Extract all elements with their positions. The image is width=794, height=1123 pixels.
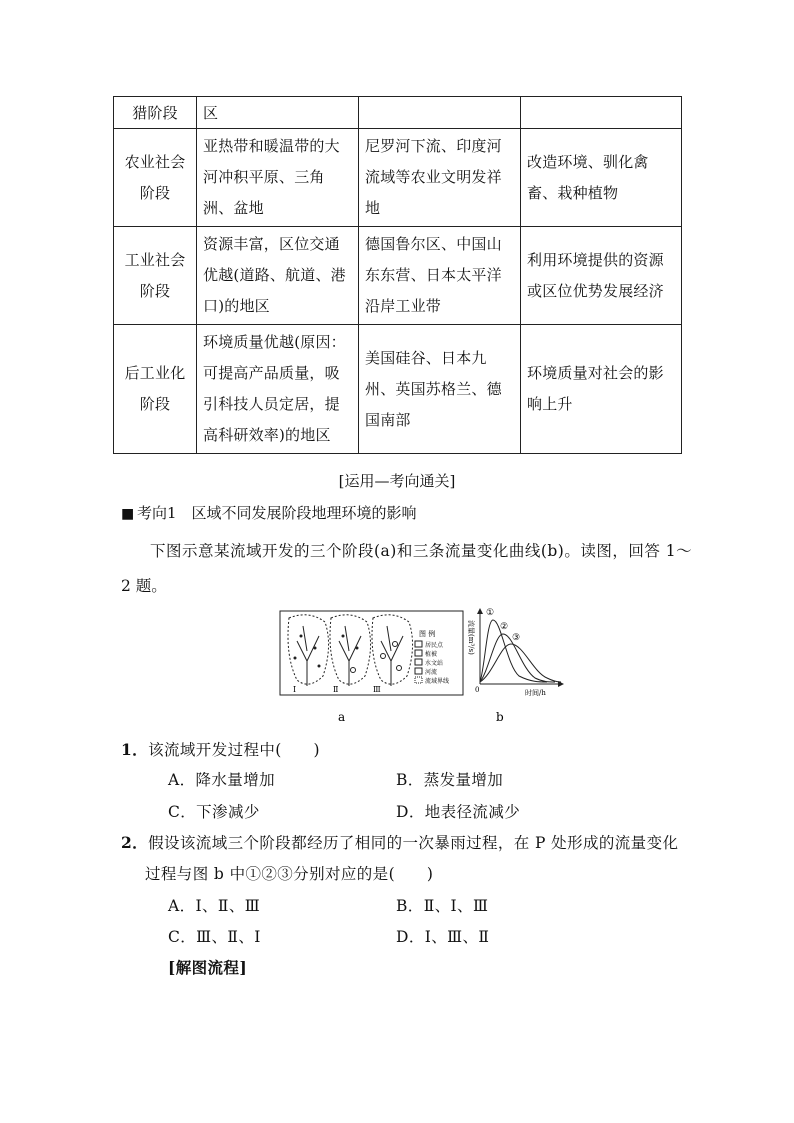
origin-label: 0	[475, 686, 480, 694]
y-axis-label: 流量(m³/s)	[467, 620, 475, 655]
question-stem: 该流域开发过程中( )	[148, 741, 320, 759]
curve-label: ②	[500, 622, 509, 632]
question-stem-line-1: 假设该流域三个阶段都经历了相同的一次暴雨过程，在 P 处形成的流量变化	[148, 834, 679, 852]
table-cell: 环境质量对社会的影响上升	[521, 325, 682, 454]
legend-item: 河流	[425, 669, 438, 676]
legend-item: 居民点	[425, 642, 444, 649]
topic-label: 考向1 区域不同发展阶段地理环境的影响	[137, 504, 417, 522]
section-title: [运用—考向通关]	[338, 472, 456, 490]
table-cell: 资源丰富，区位交通优越(道路、航道、港口)的地区	[197, 227, 359, 325]
curve-label: ③	[512, 633, 521, 643]
option-c[interactable]: C．下渗减少	[168, 803, 260, 821]
option-a[interactable]: A．降水量增加	[168, 771, 275, 789]
option-b[interactable]: B．Ⅱ、Ⅰ、Ⅲ	[396, 897, 489, 915]
figure-process-label: [解图流程]	[168, 958, 248, 977]
stage-label: Ⅲ	[373, 685, 381, 694]
table-row	[114, 97, 682, 129]
option-d[interactable]: D．Ⅰ、Ⅲ、Ⅱ	[396, 928, 490, 946]
legend-item: 流域界线	[425, 678, 450, 685]
x-axis-label: 时间/h	[525, 689, 546, 697]
question-number: 2．	[121, 833, 149, 852]
option-d[interactable]: D．地表径流减少	[396, 803, 521, 821]
figure	[279, 606, 569, 730]
table-row	[114, 129, 682, 227]
basin-stage-3	[372, 615, 413, 686]
legend-item: 水文站	[425, 660, 444, 667]
table-cell	[521, 97, 682, 129]
question-1	[121, 738, 320, 760]
table-cell: 环境质量优越(原因：可提高产品质量，吸引科技人员定居，提高科研效率)的地区	[197, 325, 359, 454]
table-cell: 后工业化阶段	[114, 325, 197, 454]
basin-stage-2	[330, 615, 371, 686]
table-cell: 亚热带和暖温带的大河冲积平原、三角洲、盆地	[197, 129, 359, 227]
legend-title: 图 例	[419, 630, 436, 638]
table-cell: 猎阶段	[114, 97, 197, 129]
legend	[415, 641, 449, 685]
table-cell	[359, 97, 521, 129]
curve-1	[480, 620, 547, 682]
table-cell: 农业社会阶段	[114, 129, 197, 227]
basin-stage-1	[288, 615, 329, 686]
option-b[interactable]: B．蒸发量增加	[396, 771, 504, 789]
table-cell: 德国鲁尔区、中国山东东营、日本太平洋沿岸工业带	[359, 227, 521, 325]
table-cell: 美国硅谷、日本九州、英国苏格兰、德国南部	[359, 325, 521, 454]
figure-graphic	[279, 606, 569, 726]
table-cell: 利用环境提供的资源或区位优势发展经济	[521, 227, 682, 325]
stage-label: Ⅰ	[293, 685, 297, 694]
question-stem-line-2: 过程与图 b 中①②③分别对应的是( )	[145, 865, 434, 883]
stage-comparison-table	[113, 96, 682, 454]
option-c[interactable]: C．Ⅲ、Ⅱ、Ⅰ	[168, 928, 261, 946]
topic-heading	[121, 502, 417, 523]
table-cell: 工业社会阶段	[114, 227, 197, 325]
kaoxiang-icon: ■	[121, 506, 135, 522]
table-row	[114, 227, 682, 325]
legend-item: 植被	[425, 651, 438, 658]
question-number: 1．	[121, 740, 149, 759]
stage-label: Ⅱ	[333, 685, 339, 694]
table-row	[114, 325, 682, 454]
figure-a-label: a	[338, 710, 346, 724]
intro-line-2: 2 题。	[121, 577, 167, 595]
curve-label: ①	[486, 608, 495, 618]
table-cell: 区	[197, 97, 359, 129]
question-2	[121, 831, 678, 853]
figure-b-label: b	[496, 710, 504, 724]
intro-line-1: 下图示意某流域开发的三个阶段(a)和三条流量变化曲线(b)。读图，回答 1～	[150, 542, 693, 560]
table-cell: 改造环境、驯化禽畜、栽种植物	[521, 129, 682, 227]
option-a[interactable]: A．Ⅰ、Ⅱ、Ⅲ	[168, 897, 261, 915]
table-cell: 尼罗河下流、印度河流域等农业文明发祥地	[359, 129, 521, 227]
figure-b	[467, 608, 564, 697]
